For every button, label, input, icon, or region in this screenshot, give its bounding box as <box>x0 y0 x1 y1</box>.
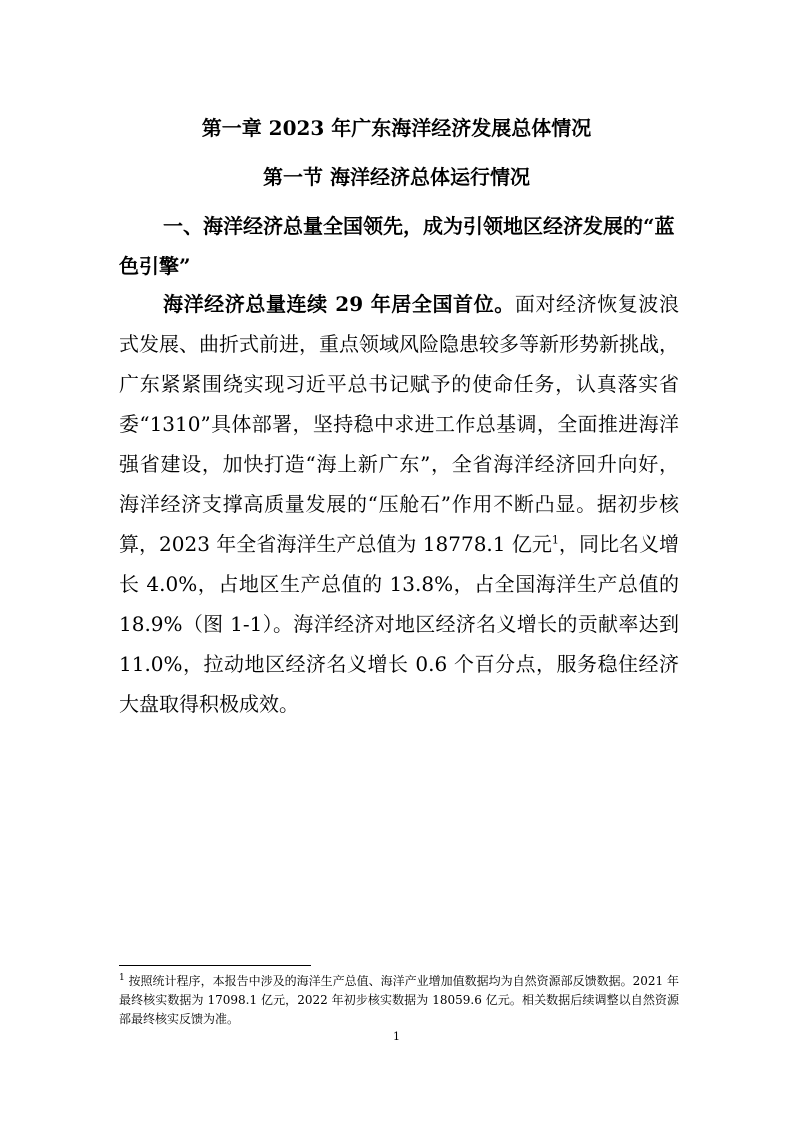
paragraph-text-after-footnote: ，同比名义增长 4.0%，占地区生产总值的 13.8%，占全国海洋生产总值的 18.9%（图 1-1）。海洋经济对地区经济名义增长的贡献率达到 11.0%，拉动地区经济名义增长 0.6 个百分点，服务稳住经济大盘取得积极成效。 <box>119 532 680 716</box>
subsection-heading: 一、海洋经济总量全国领先，成为引领地区经济发展的“蓝色引擎” <box>119 214 675 278</box>
chapter-title: 第一章 2023 年广东海洋经济发展总体情况 <box>201 116 592 140</box>
footnote <box>119 972 679 1029</box>
paragraph-text-before-footnote: 面对经济恢复波浪式发展、曲折式前进，重点领域风险隐患较多等新形势新挑战，广东紧紧围绕实现习近平总书记赋予的使命任务，认真落实省委“1310”具体部署，坚持稳中求进工作总基调，全面推进海洋强省建设，加快打造“海上新广东”，全省海洋经济回升向好，海洋经济支撑高质量发展的“压舱石”作用不断凸显。据初步核算，2023 年全省海洋生产总值为 18778.1 亿元 <box>119 292 679 556</box>
footnote-mark: 1 <box>119 973 125 983</box>
body-paragraph <box>119 284 679 724</box>
section-title: 第一节 海洋经济总体运行情况 <box>263 165 530 189</box>
paragraph-lead-sentence: 海洋经济总量连续 29 年居全国首位。 <box>163 292 515 316</box>
footnote-reference-mark[interactable]: 1 <box>551 533 559 547</box>
footnote-separator-line <box>119 965 311 966</box>
footnote-text: 按照统计程序，本报告中涉及的海洋生产总值、海洋产业增加值数据均为自然资源部反馈数据。2021 年最终核实数据为 17098.1 亿元，2022 年初步核实数据为 18059.6 亿元。相关数据后续调整以自然资源部最终核实反馈为准。 <box>119 974 679 1026</box>
page-number: 1 <box>393 1030 400 1043</box>
